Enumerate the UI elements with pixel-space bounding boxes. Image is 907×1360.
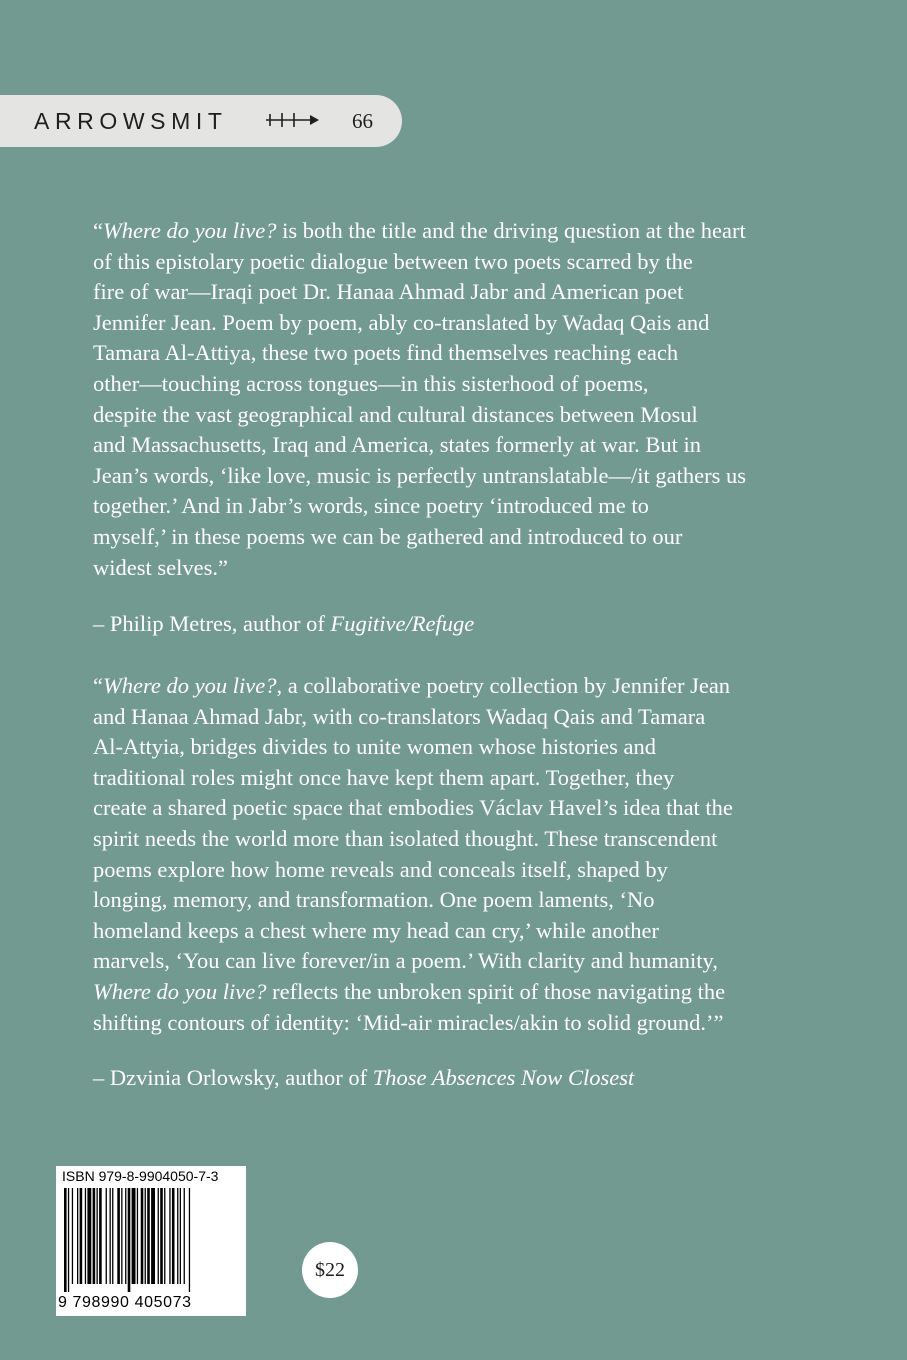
barcode-bar <box>106 1188 107 1284</box>
series-banner <box>0 95 402 147</box>
barcode-bars <box>64 1188 238 1292</box>
isbn-number: ISBN 979-8-9904050-7-3 <box>62 1168 219 1184</box>
blurb-line <box>93 461 813 492</box>
isbn-barcode <box>56 1166 246 1316</box>
barcode-bar <box>87 1188 91 1284</box>
book-title: Where do you live? <box>103 673 277 698</box>
barcode-bar <box>112 1188 113 1284</box>
barcode-bar <box>72 1188 73 1284</box>
blurb-metres <box>93 216 813 583</box>
barcode-bar <box>164 1188 165 1284</box>
book-title: Where do you live? <box>93 978 267 1004</box>
blurb-line <box>93 702 813 733</box>
blurb-line <box>93 855 813 886</box>
line-text: reflects the unbroken spirit of those navigating the <box>266 978 726 1004</box>
line-text: traditional roles might once have kept them apart. Together, they <box>93 764 675 790</box>
open-quote: “ <box>93 673 103 698</box>
barcode-bar <box>97 1188 98 1284</box>
line-text: Jennifer Jean. Poem by poem, ably co-translated by Wadaq Qais and <box>93 309 710 335</box>
line-text: is both the title and the driving question at the heart <box>276 218 746 243</box>
line-text: widest selves.” <box>93 554 228 580</box>
blurb-line <box>93 369 813 400</box>
blurb-line <box>93 885 813 916</box>
blurb-line <box>93 308 813 339</box>
line-text: shifting contours of identity: ‘Mid-air miracles/akin to solid ground.’” <box>93 1009 724 1035</box>
barcode-bar <box>132 1188 136 1284</box>
barcode-bar <box>145 1188 146 1284</box>
barcode-bar <box>125 1188 126 1284</box>
blurb-line <box>93 430 813 461</box>
line-text: Jean’s words, ‘like love, music is perfectly untranslatable—/it gathers us <box>93 462 746 488</box>
line-text: and Hanaa Ahmad Jabr, with co-translators Wadaq Qais and Tamara <box>93 703 706 729</box>
barcode-bar <box>93 1188 96 1284</box>
barcode-bar <box>77 1188 78 1284</box>
attribution-book-title: Fugitive/Refuge <box>330 611 475 636</box>
barcode-bar <box>80 1188 83 1284</box>
line-text: longing, memory, and transformation. One poem laments, ‘No <box>93 887 655 913</box>
blurb-line <box>93 522 813 553</box>
barcode-bar <box>121 1188 122 1284</box>
barcode-bar <box>68 1188 69 1292</box>
barcode-bar <box>189 1188 190 1292</box>
price-badge: $22 <box>302 1242 358 1298</box>
attribution-metres <box>93 609 474 639</box>
book-title: Where do you live? <box>103 218 277 243</box>
blurb-line <box>93 732 813 763</box>
open-quote: “ <box>93 218 103 243</box>
line-text: homeland keeps a chest where my head can cry,’ while another <box>93 917 660 943</box>
line-text: Tamara Al-Attiya, these two poets find themselves reaching each <box>93 340 679 366</box>
blurb-line <box>93 671 813 702</box>
barcode-bar <box>117 1188 120 1284</box>
series-name: ARROWSMIT <box>34 108 228 134</box>
line-text: despite the vast geographical and cultural distances between Mosul <box>93 401 698 427</box>
line-text: marvels, ‘You can live forever/in a poem.’ With clarity and humanity, <box>93 948 718 974</box>
barcode-bar <box>151 1188 155 1284</box>
blurb-line <box>93 946 813 977</box>
barcode-bar <box>158 1188 159 1284</box>
barcode-bar <box>160 1188 163 1284</box>
blurb-line <box>93 763 813 794</box>
ean-digits: 9 798990 405073 <box>58 1294 192 1311</box>
issue-number: 66 <box>352 109 373 133</box>
attribution-orlowsky <box>93 1063 634 1093</box>
barcode-bar <box>128 1188 131 1292</box>
blurb-line <box>93 793 813 824</box>
blurb-line <box>93 916 813 947</box>
blurb-line <box>93 977 813 1008</box>
attribution-book-title: Those Absences Now Closest <box>372 1065 635 1090</box>
arrow-H-icon <box>264 111 320 129</box>
barcode-bar <box>172 1188 175 1284</box>
blurb-line <box>93 400 813 431</box>
line-text: poems explore how home reveals and conceals itself, shaped by <box>93 856 668 882</box>
barcode-bar <box>85 1188 86 1284</box>
barcode-bar <box>184 1188 185 1284</box>
line-text: myself,’ in these poems we can be gathered and introduced to our <box>93 523 683 549</box>
line-text: create a shared poetic space that embodies Václav Havel’s idea that the <box>93 795 733 821</box>
barcode-bar <box>177 1188 178 1284</box>
attribution-prefix: – Philip Metres, author of <box>93 611 331 636</box>
barcode-bar <box>147 1188 150 1284</box>
line-text: and Massachusetts, Iraq and America, states formerly at war. But in <box>93 432 701 458</box>
blurb-line <box>93 491 813 522</box>
line-text: other—touching across tongues—in this sisterhood of poems, <box>93 370 649 396</box>
blurb-line <box>93 553 813 584</box>
barcode-bar <box>169 1188 170 1284</box>
barcode-bar <box>137 1188 138 1284</box>
blurb-line <box>93 824 813 855</box>
barcode-bar <box>141 1188 144 1284</box>
blurb-orlowsky <box>93 671 813 1038</box>
blurb-line <box>93 1008 813 1039</box>
line-text: of this epistolary poetic dialogue between two poets scarred by the <box>93 248 693 274</box>
line-text: fire of war—Iraqi poet Dr. Hanaa Ahmad Jabr and American poet <box>93 279 684 305</box>
blurb-line <box>93 247 813 278</box>
barcode-bar <box>110 1188 111 1284</box>
barcode-bar <box>64 1188 67 1292</box>
blurb-line <box>93 338 813 369</box>
line-text: spirit needs the world more than isolated thought. These transcendent <box>93 825 718 851</box>
attribution-prefix: – Dzvinia Orlowsky, author of <box>93 1065 373 1090</box>
line-text: together.’ And in Jabr’s words, since poetry ‘introduced me to <box>93 493 649 519</box>
barcode-bar <box>99 1188 102 1284</box>
line-text: , a collaborative poetry collection by Jennifer Jean <box>276 673 731 698</box>
blurb-line <box>93 277 813 308</box>
barcode-bar <box>180 1188 181 1284</box>
blurb-line <box>93 216 813 247</box>
line-text: Al-Attyia, bridges divides to unite women whose histories and <box>93 734 657 760</box>
